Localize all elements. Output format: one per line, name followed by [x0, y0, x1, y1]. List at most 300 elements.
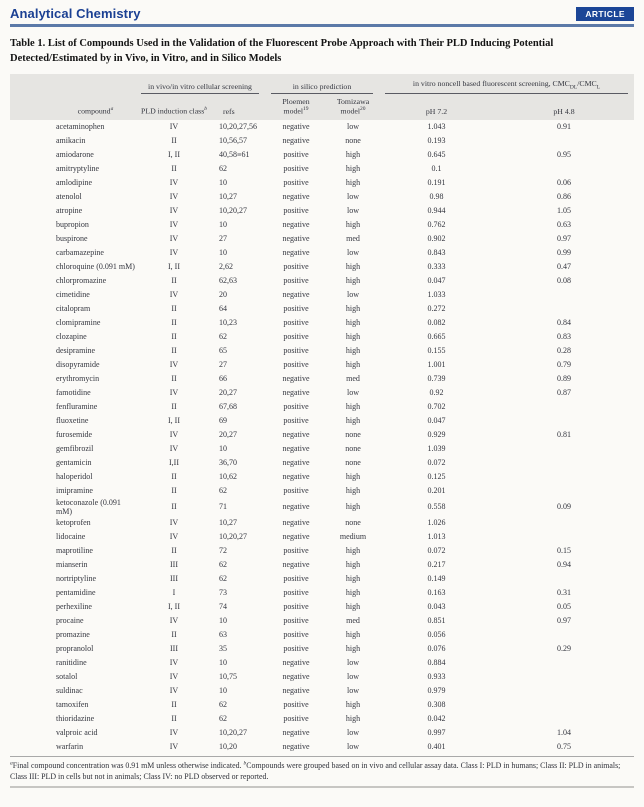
cell-ph72: 0.92 [429, 388, 444, 398]
cell-ph72: 0.979 [427, 686, 446, 696]
cell-refs: 10,20 [219, 742, 237, 752]
cell-compound: promazine [56, 630, 90, 640]
column-header-ploemen-model: Ploemen model$^{19}$ [282, 96, 310, 116]
cell-ph48 [494, 516, 634, 530]
cell-tomizawa: low [347, 192, 359, 202]
table-row [10, 670, 634, 684]
cell-ploemen: positive [283, 616, 309, 626]
cell-tomizawa: med [346, 234, 360, 244]
cell-refs: 27 [219, 234, 227, 244]
column-header-compound: compound$^a$ [77, 105, 114, 116]
table-footnote [10, 756, 634, 782]
cell-ph72: 0.082 [427, 318, 446, 328]
cell-ph72: 0.933 [427, 672, 446, 682]
cell-refs: 10,56,57 [219, 136, 247, 146]
cell-compound: gentamicin [56, 458, 92, 468]
cell-ploemen: negative [282, 532, 310, 542]
table-row [10, 698, 634, 712]
cell-compound: famotidine [56, 388, 91, 398]
cell-ph48: 1.04 [557, 728, 571, 738]
cell-pld-class: I, II [168, 602, 180, 612]
cell-tomizawa: none [345, 518, 361, 528]
cell-ploemen: negative [282, 686, 310, 696]
cell-refs: 10 [219, 178, 227, 188]
cell-pld-class: III [170, 560, 178, 570]
cell-ploemen: positive [283, 360, 309, 370]
cell-refs: 10,20,27 [219, 532, 247, 542]
cell-ploemen: negative [282, 560, 310, 570]
column-header-row [10, 95, 634, 120]
table-title: Table 1. List of Compounds Used in the Validation of the Fluorescent Probe Approach with Their PLD Inducing Potential Detected/Estimated by in Vivo, in Vitro, and in Silico Models [10, 38, 554, 65]
cell-refs: 10,23 [219, 318, 237, 328]
cell-pld-class: IV [169, 616, 179, 626]
table-row [10, 684, 634, 698]
cell-compound: haloperidol [56, 472, 93, 482]
cell-ph48 [494, 302, 634, 316]
cell-ploemen: positive [283, 644, 309, 654]
cell-pld-class: II [171, 346, 177, 356]
cell-ploemen: negative [282, 742, 310, 752]
column-header-ph72: pH 7.2 [425, 106, 448, 116]
cell-ploemen: negative [282, 444, 310, 454]
cell-ploemen: negative [282, 248, 310, 258]
cell-compound: atenolol [56, 192, 82, 202]
footnote-marker-b: b [243, 759, 247, 766]
footnote-text-a: Final compound concentration was 0.91 mM unless otherwise indicated. [12, 760, 244, 770]
cell-refs: 62 [219, 164, 227, 174]
table-row [10, 516, 634, 530]
cell-ploemen: negative [282, 388, 310, 398]
cell-refs: 62 [219, 700, 227, 710]
cell-ph72: 1.026 [427, 518, 446, 528]
cell-ph48 [494, 400, 634, 414]
cell-tomizawa: low [347, 672, 359, 682]
cell-tomizawa: high [345, 602, 361, 612]
cell-ploemen: positive [283, 150, 309, 160]
cell-ph48: 1.05 [557, 206, 571, 216]
cell-ploemen: positive [283, 574, 309, 584]
cell-tomizawa: low [347, 248, 359, 258]
cell-refs: 10 [219, 444, 227, 454]
cell-refs: 62 [219, 486, 227, 496]
cell-pld-class: I,II [169, 458, 179, 468]
table-row [10, 572, 634, 586]
cell-refs: 69 [219, 416, 227, 426]
cell-ploemen: negative [282, 472, 310, 482]
cell-compound: mianserin [56, 560, 88, 570]
table-row [10, 726, 634, 740]
table-row [10, 414, 634, 428]
cell-pld-class: I, II [168, 416, 180, 426]
cell-compound: ketoprofen [56, 518, 91, 528]
cell-ph48: 0.47 [557, 262, 571, 272]
cell-ploemen: positive [283, 546, 309, 556]
cell-refs: 10,27 [219, 518, 237, 528]
cell-tomizawa: high [345, 220, 361, 230]
cell-ph72: 0.762 [427, 220, 446, 230]
cell-ph48 [494, 530, 634, 544]
table-row [10, 614, 634, 628]
cell-tomizawa: high [345, 304, 361, 314]
cell-compound: tamoxifen [56, 700, 89, 710]
cell-tomizawa: high [345, 332, 361, 342]
cell-compound: propranolol [56, 644, 94, 654]
cell-ph48 [494, 670, 634, 684]
cell-ploemen: positive [283, 178, 309, 188]
cell-pld-class: II [171, 318, 177, 328]
cell-refs: 40,58≡61 [219, 150, 250, 160]
table-row [10, 484, 634, 498]
cell-ploemen: positive [283, 588, 309, 598]
cell-pld-class: II [171, 402, 177, 412]
cell-pld-class: II [171, 486, 177, 496]
cell-compound: bupropion [56, 220, 89, 230]
cell-ph48: 0.81 [557, 430, 571, 440]
cell-compound: perhexiline [56, 602, 92, 612]
cell-ph72: 0.193 [427, 136, 446, 146]
cell-ph72: 0.072 [427, 546, 446, 556]
table-row [10, 260, 634, 274]
cell-ph72: 0.997 [427, 728, 446, 738]
cell-pld-class: IV [169, 742, 179, 752]
table-row [10, 134, 634, 148]
cell-ph48 [494, 684, 634, 698]
cell-tomizawa: high [345, 644, 361, 654]
cell-ph48: 0.97 [557, 616, 571, 626]
journal-masthead [10, 6, 634, 27]
cell-ph72: 0.125 [427, 472, 446, 482]
column-header-refs: refs [223, 106, 235, 116]
cell-tomizawa: low [347, 728, 359, 738]
table-row [10, 274, 634, 288]
table-row [10, 740, 634, 754]
cell-compound: suldinac [56, 686, 83, 696]
cell-pld-class: II [171, 164, 177, 174]
cell-tomizawa: high [345, 346, 361, 356]
cell-compound: thioridazine [56, 714, 95, 724]
cell-tomizawa: high [345, 318, 361, 328]
cell-tomizawa: high [345, 502, 361, 512]
cell-refs: 62,63 [219, 276, 237, 286]
cell-pld-class: I, II [168, 262, 180, 272]
cell-tomizawa: low [347, 686, 359, 696]
cell-ph48 [494, 456, 634, 470]
cell-pld-class: IV [169, 220, 179, 230]
table-row [10, 456, 634, 470]
cell-ph48 [494, 484, 634, 498]
cell-pld-class: III [170, 574, 178, 584]
column-header-ph48: pH 4.8 [553, 106, 575, 116]
cell-ph48 [494, 470, 634, 484]
cell-tomizawa: high [345, 416, 361, 426]
cell-pld-class: II [171, 630, 177, 640]
cell-pld-class: IV [169, 518, 179, 528]
cell-refs: 62 [219, 714, 227, 724]
cell-tomizawa: high [345, 630, 361, 640]
table-row [10, 470, 634, 484]
cell-ph72: 0.902 [427, 234, 446, 244]
cell-compound: amitryptyline [56, 164, 100, 174]
cell-ph72: 0.645 [427, 150, 446, 160]
table-row [10, 302, 634, 316]
group-header-row [10, 74, 634, 95]
cell-ploemen: positive [283, 630, 309, 640]
cell-ploemen: positive [283, 276, 309, 286]
cell-ph72: 1.013 [427, 532, 446, 542]
cell-compound: fluoxetine [56, 416, 89, 426]
cell-compound: fenfluramine [56, 402, 98, 412]
cell-refs: 35 [219, 644, 227, 654]
cell-refs: 66 [219, 374, 227, 384]
cell-tomizawa: high [345, 276, 361, 286]
cell-tomizawa: high [345, 560, 361, 570]
cell-ploemen: negative [282, 430, 310, 440]
table-row [10, 232, 634, 246]
cell-tomizawa: high [345, 546, 361, 556]
cell-ph48: 0.97 [557, 234, 571, 244]
cell-tomizawa: high [345, 472, 361, 482]
footnote-text-b: Compounds were grouped based on in vivo and cellular assay data. Class I: PLD in humans; Class II: PLD in animals; Class III: PLD in cells but not in animals; Class IV: no PLD observed or reported. [10, 760, 621, 781]
cell-compound: clomipramine [56, 318, 101, 328]
cell-ploemen: negative [282, 136, 310, 146]
cell-ph72: 0.191 [427, 178, 446, 188]
group-label: in silico prediction [271, 82, 373, 94]
cell-ph48: 0.06 [557, 178, 571, 188]
column-header-tomizawa-model: Tomizawa model$^{20}$ [336, 96, 370, 116]
cell-refs: 62 [219, 560, 227, 570]
cell-pld-class: II [171, 136, 177, 146]
cell-pld-class: II [171, 276, 177, 286]
cell-ph72: 0.333 [427, 262, 446, 272]
cell-refs: 10 [219, 220, 227, 230]
cell-tomizawa: none [345, 458, 361, 468]
table-row [10, 190, 634, 204]
table-row [10, 586, 634, 600]
cell-pld-class: IV [169, 122, 179, 132]
cell-ph72: 0.149 [427, 574, 446, 584]
cell-ph48 [494, 656, 634, 670]
table-row [10, 642, 634, 656]
table-row [10, 344, 634, 358]
cell-ph48: 0.99 [557, 248, 571, 258]
cell-ph72: 1.001 [427, 360, 446, 370]
cell-ph48: 0.89 [557, 374, 571, 384]
cell-tomizawa: high [345, 588, 361, 598]
cell-tomizawa: low [347, 206, 359, 216]
cell-ploemen: positive [283, 304, 309, 314]
cell-tomizawa: high [345, 402, 361, 412]
table-row [10, 372, 634, 386]
cell-ploemen: negative [282, 220, 310, 230]
cell-tomizawa: low [347, 122, 359, 132]
cell-ploemen: negative [282, 122, 310, 132]
table-row [10, 558, 634, 572]
cell-ploemen: positive [283, 164, 309, 174]
group-label: in vitro noncell based fluorescent screening, $CMC_{DL}/CMC_L$ [385, 79, 628, 94]
cell-ph48: 0.94 [557, 560, 571, 570]
cell-pld-class: IV [169, 388, 179, 398]
cell-refs: 71 [219, 502, 227, 512]
cell-refs: 20,27 [219, 388, 237, 398]
cell-compound: carbamazepine [56, 248, 104, 258]
cell-ph72: 0.272 [427, 304, 446, 314]
table-body [10, 120, 634, 754]
table-row [10, 288, 634, 302]
cell-refs: 72 [219, 546, 227, 556]
cell-ploemen: positive [283, 700, 309, 710]
cell-ph72: 1.033 [427, 290, 446, 300]
cell-ploemen: negative [282, 672, 310, 682]
cell-compound: amlodipine [56, 178, 92, 188]
group-header-cellular-screening [135, 74, 265, 95]
cell-ploemen: negative [282, 458, 310, 468]
cell-compound: ketoconazole (0.091 mM) [56, 497, 121, 516]
cell-ph72: 0.217 [427, 560, 446, 570]
cell-compound: sotalol [56, 672, 78, 682]
cell-tomizawa: med [346, 616, 360, 626]
cell-tomizawa: high [345, 150, 361, 160]
cell-ph48: 0.08 [557, 276, 571, 286]
cell-compound: furosemide [56, 430, 92, 440]
cell-ph72: 0.056 [427, 630, 446, 640]
cell-refs: 74 [219, 602, 227, 612]
cell-pld-class: IV [169, 532, 179, 542]
cell-ph48: 0.91 [557, 122, 571, 132]
cell-tomizawa: high [345, 262, 361, 272]
cell-refs: 20 [219, 290, 227, 300]
cell-compound: chlorpromazine [56, 276, 107, 286]
cell-ph72: 0.076 [427, 644, 446, 654]
article-badge: ARTICLE [576, 7, 634, 21]
cell-ph72: 0.043 [427, 602, 446, 612]
cell-ploemen: positive [283, 714, 309, 724]
cell-compound: procaine [56, 616, 84, 626]
cell-pld-class: II [171, 546, 177, 556]
cell-refs: 63 [219, 630, 227, 640]
cell-ploemen: negative [282, 518, 310, 528]
cell-ph48: 0.31 [557, 588, 571, 598]
table-row [10, 428, 634, 442]
cell-ph72: 0.042 [427, 714, 446, 724]
cell-compound: pentamidine [56, 588, 96, 598]
cell-ph72: 0.558 [427, 502, 446, 512]
cell-ph48 [494, 162, 634, 176]
cell-refs: 10,20,27,56 [219, 122, 257, 132]
table-row [10, 120, 634, 134]
table-row [10, 530, 634, 544]
cell-refs: 64 [219, 304, 227, 314]
cell-compound: gemfibrozil [56, 444, 94, 454]
column-header-pld-class: PLD induction class$^b$ [141, 105, 207, 116]
cell-compound: nortriptyline [56, 574, 96, 584]
cell-pld-class: I, II [168, 150, 180, 160]
cell-refs: 62 [219, 332, 227, 342]
cell-compound: warfarin [56, 742, 84, 752]
table-row [10, 148, 634, 162]
cell-ph72: 0.1 [431, 164, 442, 174]
cell-refs: 10,62 [219, 472, 237, 482]
cell-refs: 10,27 [219, 192, 237, 202]
cell-compound: atropine [56, 206, 83, 216]
cell-tomizawa: low [347, 742, 359, 752]
cell-compound: citalopram [56, 304, 91, 314]
cell-ph48 [494, 698, 634, 712]
table-row [10, 442, 634, 456]
table-row [10, 400, 634, 414]
cell-ph48: 0.84 [557, 318, 571, 328]
cell-refs: 2,62 [219, 262, 233, 272]
table-row [10, 246, 634, 260]
cell-ph72: 0.308 [427, 700, 446, 710]
cell-tomizawa: high [345, 486, 361, 496]
cell-ph48: 0.15 [557, 546, 571, 556]
compound-table [10, 74, 634, 753]
cell-refs: 10 [219, 658, 227, 668]
cell-ph72: 0.163 [427, 588, 446, 598]
cell-refs: 10 [219, 686, 227, 696]
cell-ph72: 0.98 [429, 192, 444, 202]
table-row [10, 628, 634, 642]
cell-ploemen: positive [283, 602, 309, 612]
cell-ph48 [494, 442, 634, 456]
cell-pld-class: II [171, 502, 177, 512]
cell-pld-class: I [172, 588, 176, 598]
cell-ph48: 0.63 [557, 220, 571, 230]
cell-ph72: 0.155 [427, 346, 446, 356]
cell-ph72: 0.884 [427, 658, 446, 668]
cell-tomizawa: low [347, 658, 359, 668]
cell-ph48 [494, 414, 634, 428]
cell-pld-class: IV [169, 234, 179, 244]
cell-ploemen: negative [282, 728, 310, 738]
cell-refs: 10 [219, 248, 227, 258]
cell-pld-class: IV [169, 672, 179, 682]
cell-ph72: 0.843 [427, 248, 446, 258]
cell-pld-class: II [171, 700, 177, 710]
cell-pld-class: IV [169, 178, 179, 188]
cell-compound: imipramine [56, 486, 93, 496]
table-row [10, 498, 634, 516]
cell-pld-class: III [170, 644, 178, 654]
cell-ph48 [494, 628, 634, 642]
cell-ph48: 0.05 [557, 602, 571, 612]
cell-compound: chloroquine (0.091 mM) [56, 262, 135, 272]
cell-tomizawa: low [347, 388, 359, 398]
cell-ploemen: positive [283, 416, 309, 426]
cell-tomizawa: high [345, 360, 361, 370]
cell-compound: valproic acid [56, 728, 98, 738]
cell-ph48: 0.75 [557, 742, 571, 752]
cell-ph72: 0.047 [427, 276, 446, 286]
table-row [10, 656, 634, 670]
cell-pld-class: IV [169, 430, 179, 440]
cell-ph48 [494, 288, 634, 302]
cell-refs: 36,70 [219, 458, 237, 468]
table-row [10, 600, 634, 614]
cell-compound: lidocaine [56, 532, 86, 542]
cell-ph72: 0.072 [427, 458, 446, 468]
cell-tomizawa: high [345, 164, 361, 174]
cell-ph72: 0.201 [427, 486, 446, 496]
journal-title: Analytical Chemistry [10, 6, 141, 21]
cell-ph48: 0.29 [557, 644, 571, 654]
cell-pld-class: IV [169, 192, 179, 202]
cell-compound: disopyramide [56, 360, 100, 370]
table-row [10, 386, 634, 400]
cell-ph72: 1.039 [427, 444, 446, 454]
cell-ph72: 0.047 [427, 416, 446, 426]
cell-tomizawa: high [345, 574, 361, 584]
